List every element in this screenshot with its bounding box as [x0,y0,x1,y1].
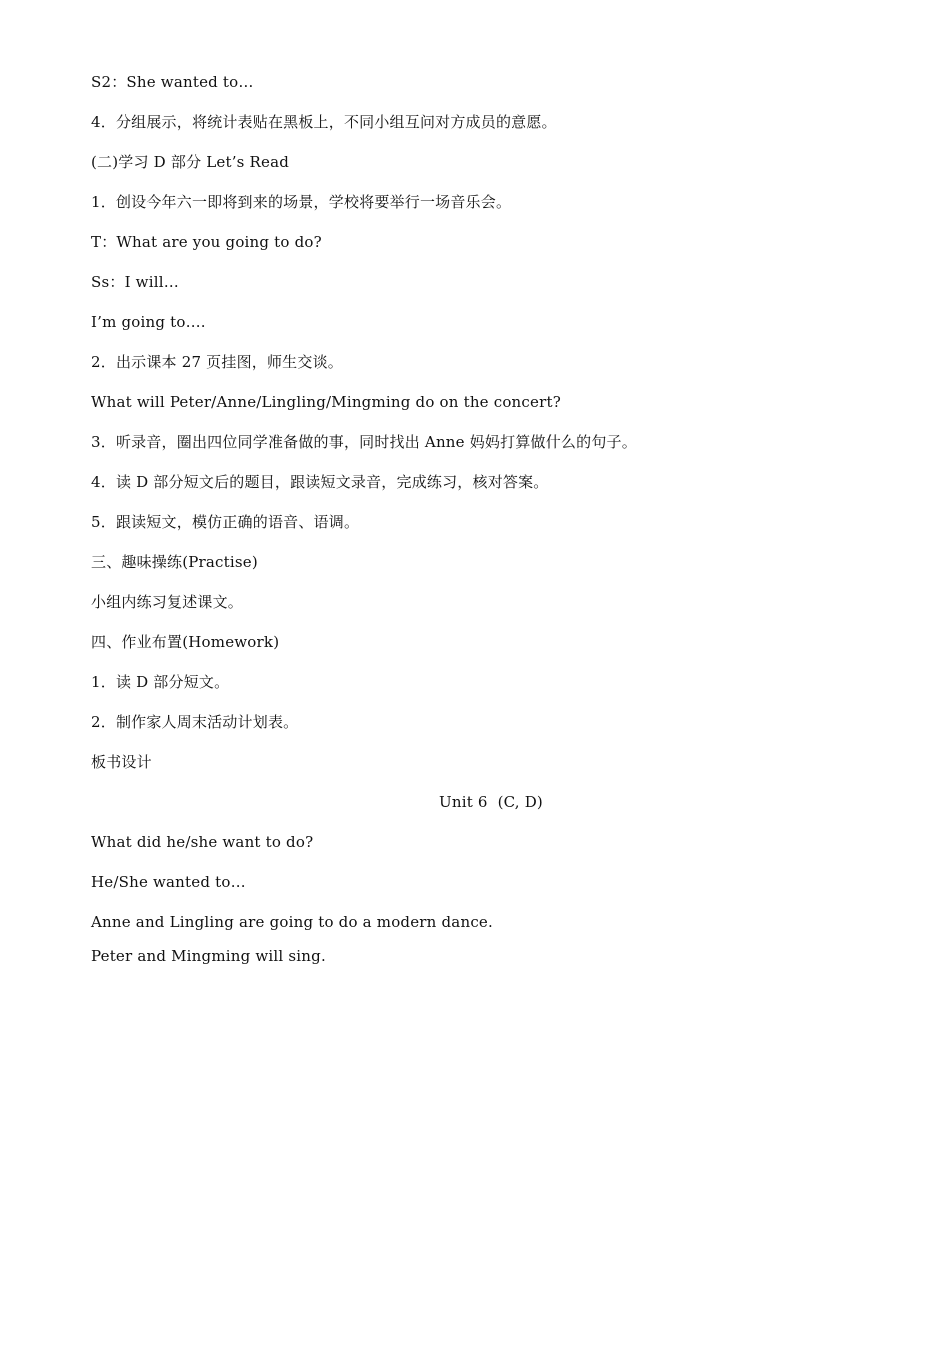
text-line: T：What are you going to do? [91,233,322,251]
section-heading: 板书设计 [91,753,152,771]
board-title: Unit 6 (C, D) [439,793,543,811]
board-line: What did he/she want to do? [91,833,314,851]
board-line: Anne and Lingling are going to do a modern dance. [91,913,493,931]
text-line: 3．听录音，圈出四位同学准备做的事，同时找出 Anne 妈妈打算做什么的句子。 [91,433,637,451]
section-heading: (二)学习 D 部分 Let’s Read [91,153,290,171]
text-line: S2：She wanted to… [91,73,254,91]
text-line: 4．读 D 部分短文后的题目，跟读短文录音，完成练习，核对答案。 [91,473,549,491]
board-line: Peter and Mingming will sing. [91,947,326,965]
board-line: He/She wanted to… [91,873,246,891]
text-line: 5．跟读短文，模仿正确的语音、语调。 [91,513,360,531]
text-line: 1．创设今年六一即将到来的场景，学校将要举行一场音乐会。 [91,193,512,211]
section-heading: 四、作业布置(Homework) [91,633,280,651]
text-line: What will Peter/Anne/Lingling/Mingming do on the concert? [91,393,561,411]
text-line: I’m going to…. [91,313,206,331]
text-line: 2．出示课本 27 页挂图，师生交谈。 [91,353,343,371]
section-heading: 三、趣味操练(Practise) [91,553,258,571]
text-line: 4．分组展示，将统计表贴在黑板上，不同小组互问对方成员的意愿。 [91,113,557,131]
text-line: 小组内练习复述课文。 [91,593,244,611]
text-line: 1．读 D 部分短文。 [91,673,230,691]
text-line: 2．制作家人周末活动计划表。 [91,713,299,731]
text-line: Ss：I will… [91,273,179,291]
